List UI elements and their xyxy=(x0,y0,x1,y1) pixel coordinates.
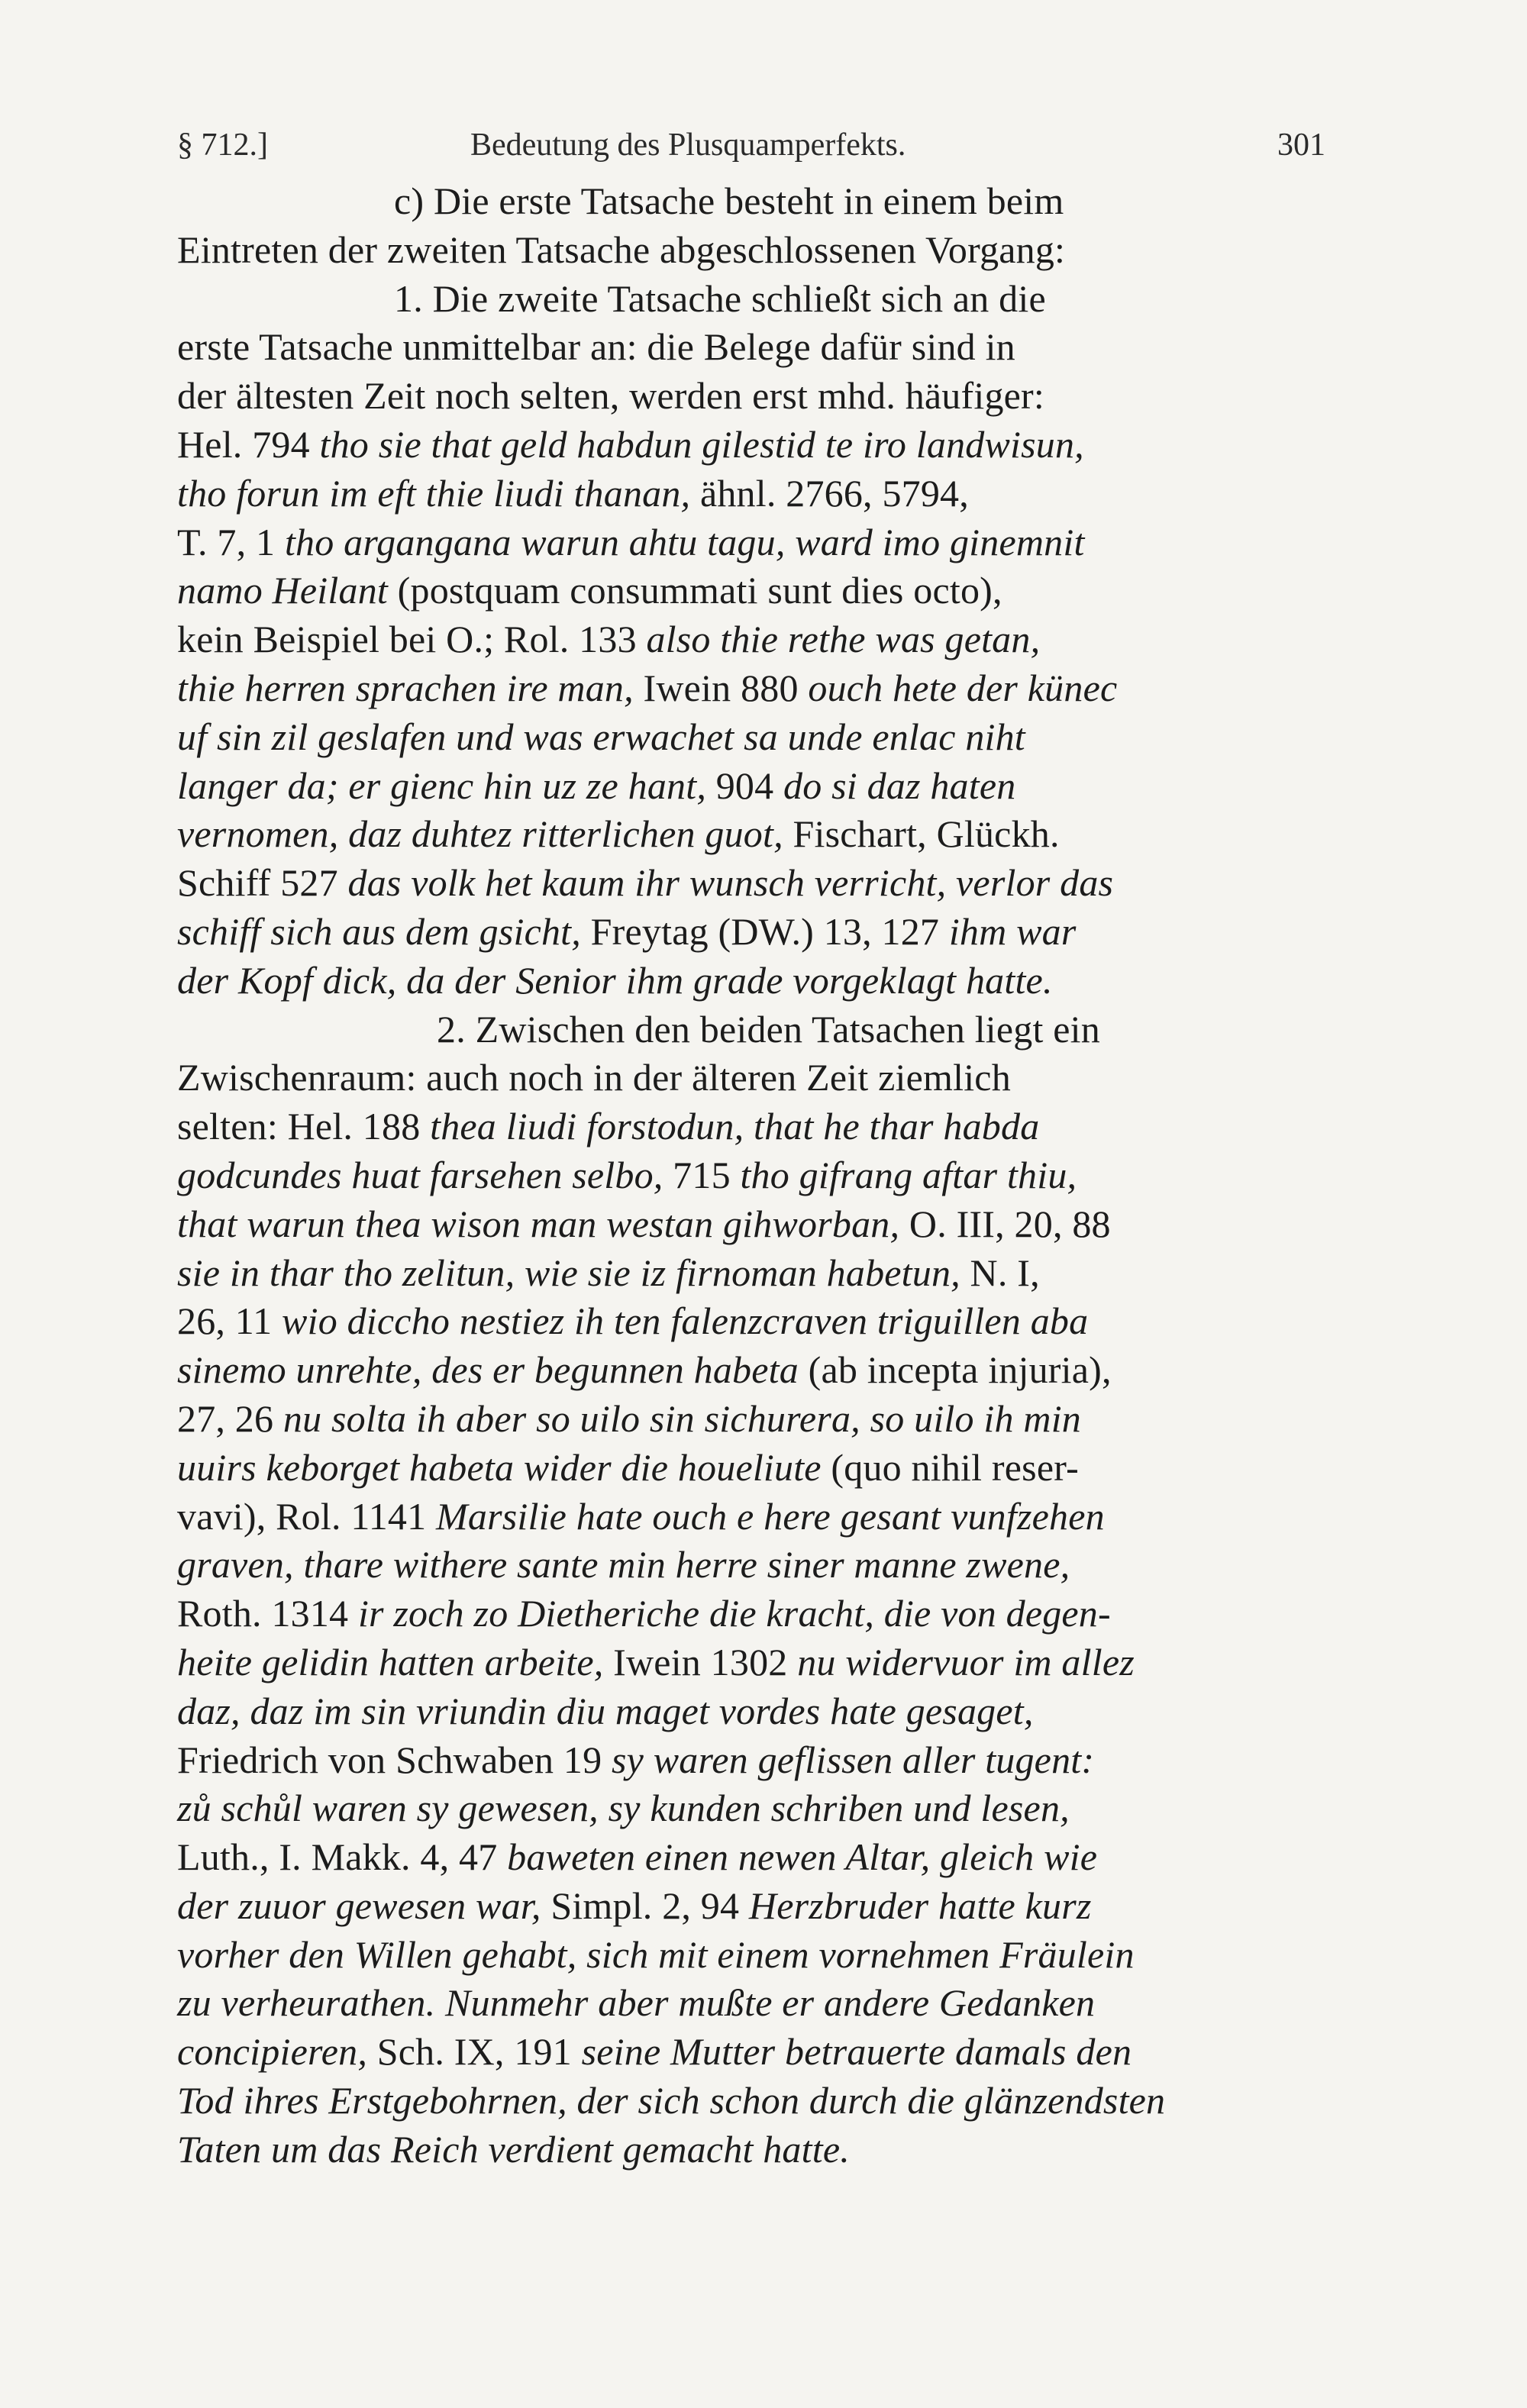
text-line: langer da; er gienc hin uz ze hant, 904 do si daz haten xyxy=(177,763,1016,807)
text-line: schiff sich aus dem gsicht, Freytag (DW.) 13, 127 ihm war xyxy=(177,909,1077,953)
page-number: 301 xyxy=(1277,128,1325,163)
text-line: Friedrich von Schwaben 19 sy waren geflissen aller tugent: xyxy=(177,1738,1095,1781)
text-line: vavi), Rol. 1141 Marsilie hate ouch e here gesant vunfzehen xyxy=(177,1494,1105,1538)
text-line: T. 7, 1 tho argangana warun ahtu tagu, ward imo ginemnit xyxy=(177,520,1085,563)
text-line: thie herren sprachen ire man, Iwein 880 ouch hete der künec xyxy=(177,666,1118,709)
book-page xyxy=(177,115,1325,2174)
text-line: 27, 26 nu solta ih aber so uilo sin sichurera, so uilo ih min xyxy=(177,1396,1082,1440)
text-line: der ältesten Zeit noch selten, werden erst mhd. häufiger: xyxy=(177,374,1044,418)
text-line: Taten um das Reich verdient gemacht hatte. xyxy=(177,2127,850,2171)
text-line: heite gelidin hatten arbeite, Iwein 1302 nu widervuor im allez xyxy=(177,1640,1135,1683)
section-reference: § 712.] xyxy=(177,128,268,163)
text-line: sie in thar tho zelitun, wie sie iz firnoman habetun, N. I, xyxy=(177,1251,1040,1294)
text-line: der zuuor gewesen war, Simpl. 2, 94 Herzbruder hatte kurz xyxy=(177,1883,1092,1927)
text-line: Roth. 1314 ir zoch zo Dietheriche die kracht, die von degen- xyxy=(177,1592,1111,1635)
text-line: 1. Die zweite Tatsache schließt sich an die xyxy=(394,276,1046,320)
text-line: uf sin zil geslafen und was erwachet sa unde enlac niht xyxy=(177,715,1025,758)
text-line: c) Die erste Tatsache besteht in einem beim xyxy=(394,179,1064,222)
text-line: graven, thare withere sante min herre siner manne zwene, xyxy=(177,1543,1070,1587)
text-line: vorher den Willen gehabt, sich mit einem vornehmen Fräulein xyxy=(177,1932,1135,1976)
text-line: godcundes huat farsehen selbo, 715 tho gifrang aftar thiu, xyxy=(177,1153,1077,1196)
text-line: Zwischenraum: auch noch in der älteren Zeit ziemlich xyxy=(177,1056,1011,1099)
text-line: sinemo unrehte, des er begunnen habeta (ab incepta injuria), xyxy=(177,1348,1112,1392)
text-line: Hel. 794 tho sie that geld habdun gilestid te iro landwisun, xyxy=(177,422,1084,466)
text-line: kein Beispiel bei O.; Rol. 133 also thie rethe was getan, xyxy=(177,618,1041,661)
text-line: zů schůl waren sy gewesen, sy kunden schriben und lesen, xyxy=(177,1787,1070,1830)
text-line: vernomen, daz duhtez ritterlichen guot, Fischart, Glückh. xyxy=(177,812,1060,856)
text-line: uuirs keborget habeta wider die houeliute (quo nihil reser- xyxy=(177,1445,1079,1489)
text-line: selten: Hel. 188 thea liudi forstodun, that he thar habda xyxy=(177,1105,1040,1148)
text-line: der Kopf dick, da der Senior ihm grade vorgeklagt hatte. xyxy=(177,958,1053,1002)
text-line: Eintreten der zweiten Tatsache abgeschlossenen Vorgang: xyxy=(177,228,1066,271)
text-line: 2. Zwischen den beiden Tatsachen liegt ein xyxy=(437,1007,1100,1051)
page-body-text xyxy=(177,177,1325,2174)
running-title: Bedeutung des Plusquamperfekts. xyxy=(470,128,906,163)
text-line: 26, 11 wio diccho nestiez ih ten falenzcraven triguillen aba xyxy=(177,1299,1089,1343)
text-line: daz, daz im sin vriundin diu maget vordes hate gesaget, xyxy=(177,1689,1034,1732)
text-line: Tod ihres Erstgebohrnen, der sich schon durch die glänzendsten xyxy=(177,2079,1166,2122)
text-line: Luth., I. Makk. 4, 47 baweten einen newen Altar, gleich wie xyxy=(177,1835,1098,1879)
text-line: that warun thea wison man westan gihworban, O. III, 20, 88 xyxy=(177,1202,1111,1245)
running-header xyxy=(177,115,1325,176)
text-line: Schiff 527 das volk het kaum ihr wunsch verricht, verlor das xyxy=(177,861,1114,905)
text-line: zu verheurathen. Nunmehr aber mußte er andere Gedanken xyxy=(177,1981,1096,2025)
text-line: erste Tatsache unmittelbar an: die Belege dafür sind in xyxy=(177,325,1015,369)
text-line: concipieren, Sch. IX, 191 seine Mutter betrauerte damals den xyxy=(177,2030,1132,2074)
text-line: namo Heilant (postquam consummati sunt dies octo), xyxy=(177,569,1002,612)
text-line: tho forun im eft thie liudi thanan, ähnl. 2766, 5794, xyxy=(177,471,969,515)
